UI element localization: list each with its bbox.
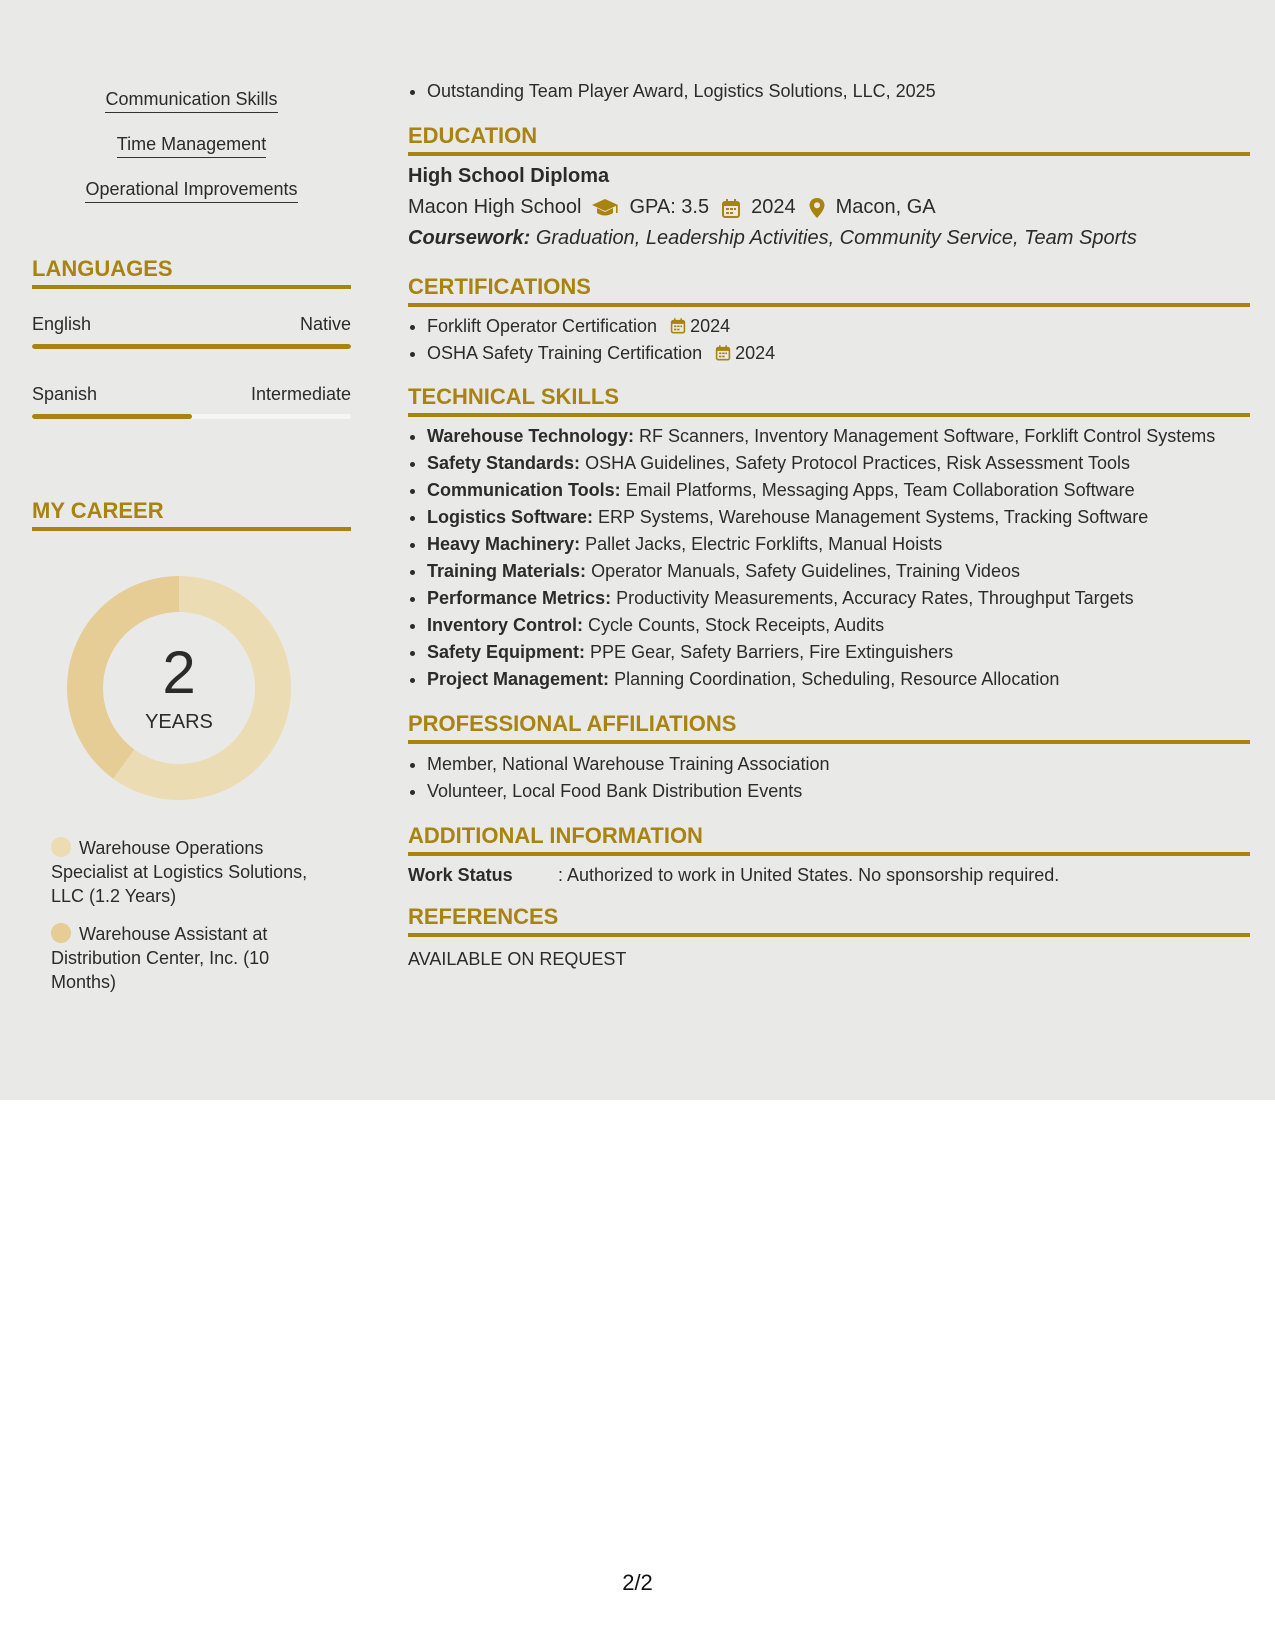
- technical-skills-list: [408, 423, 1215, 693]
- certification-year: 2024: [690, 316, 731, 336]
- calendar-icon: [670, 317, 686, 334]
- skill-details: Productivity Measurements, Accuracy Rates, Throughput Targets: [616, 588, 1134, 608]
- career-legend-label: Warehouse Operations Specialist at Logistics Solutions, LLC (1.2 Years): [51, 838, 308, 906]
- skill-category: Heavy Machinery:: [427, 534, 581, 554]
- language-proficiency-bar: [32, 344, 351, 349]
- certifications-heading: CERTIFICATIONS: [408, 274, 1250, 307]
- skill-category: Training Materials:: [427, 561, 587, 581]
- work-status-value: : Authorized to work in United States. No sponsorship required.: [558, 865, 1060, 885]
- affiliation-item: • Volunteer, Local Food Bank Distribution Events: [427, 778, 830, 805]
- education-coursework: [408, 227, 1137, 250]
- skill-details: ERP Systems, Warehouse Management Systems, Tracking Software: [598, 507, 1149, 527]
- skill-category: Logistics Software:: [427, 507, 594, 527]
- language-proficiency-fill: [32, 344, 351, 349]
- certification-item: [427, 340, 775, 367]
- skill-category: Inventory Control:: [427, 615, 583, 635]
- coursework-label: Coursework:: [408, 227, 531, 249]
- certification-year: 2024: [735, 343, 776, 363]
- language-row: [32, 384, 351, 405]
- legend-dot: [51, 837, 71, 857]
- education-details: [408, 196, 936, 219]
- skill-category: Project Management:: [427, 669, 610, 689]
- certification-name: Forklift Operator Certification: [427, 316, 658, 336]
- skill-details: Email Platforms, Messaging Apps, Team Collaboration Software: [625, 480, 1135, 500]
- skill-label: Communication Skills: [105, 88, 277, 113]
- technical-skill-item: [427, 450, 1215, 477]
- skill-link[interactable]: [32, 88, 351, 113]
- technical-skill-item: [427, 639, 1215, 666]
- awards-list: [408, 78, 936, 105]
- skill-link[interactable]: [32, 133, 351, 158]
- education-year: 2024: [751, 196, 796, 218]
- technical-skill-item: [427, 558, 1215, 585]
- affiliations-list: [408, 751, 830, 805]
- technical-skill-item: [427, 423, 1215, 450]
- language-name: Spanish: [32, 384, 98, 404]
- language-proficiency-bar: [32, 414, 351, 419]
- education-heading: EDUCATION: [408, 123, 1250, 156]
- page-number: 2/2: [622, 1570, 653, 1595]
- language-level: Intermediate: [250, 384, 351, 404]
- location-pin-icon: [808, 197, 826, 219]
- skill-details: OSHA Guidelines, Safety Protocol Practices, Risk Assessment Tools: [585, 453, 1130, 473]
- work-status-row: [408, 865, 1059, 886]
- calendar-icon: [721, 198, 741, 218]
- education-degree: High School Diploma: [408, 165, 610, 187]
- career-legend-label: Warehouse Assistant at Distribution Center, Inc. (10 Months): [51, 924, 270, 992]
- education-school: Macon High School: [408, 196, 582, 218]
- career-heading: MY CAREER: [32, 498, 351, 531]
- skill-details: RF Scanners, Inventory Management Software, Forklift Control Systems: [639, 426, 1216, 446]
- affiliation-item: • Member, National Warehouse Training Association: [427, 751, 830, 778]
- skill-details: Operator Manuals, Safety Guidelines, Training Videos: [591, 561, 1020, 581]
- career-legend-item: [51, 836, 331, 908]
- education-gpa: GPA: 3.5: [629, 196, 710, 218]
- calendar-icon: [715, 344, 731, 361]
- skill-link[interactable]: [32, 178, 351, 203]
- language-name: English: [32, 314, 92, 334]
- skill-details: PPE Gear, Safety Barriers, Fire Extinguishers: [590, 642, 954, 662]
- technical-skill-item: [427, 477, 1215, 504]
- language-proficiency-fill: [32, 414, 192, 419]
- certifications-list: [408, 313, 775, 367]
- references-heading: REFERENCES: [408, 904, 1250, 937]
- language-level: Native: [299, 314, 351, 334]
- technical-skill-item: [427, 666, 1215, 693]
- work-status-label: Work Status: [408, 865, 513, 885]
- technical-skill-item: [427, 504, 1215, 531]
- career-donut-chart: [59, 568, 299, 808]
- skill-label: Time Management: [117, 133, 266, 158]
- award-item: • Outstanding Team Player Award, Logistics Solutions, LLC, 2025: [427, 78, 936, 105]
- career-total-value: 2: [162, 639, 196, 706]
- skill-details: Planning Coordination, Scheduling, Resource Allocation: [614, 669, 1060, 689]
- career-total-unit: YEARS: [145, 711, 213, 733]
- career-legend-item: [51, 922, 331, 994]
- skill-category: Performance Metrics:: [427, 588, 612, 608]
- language-row: [32, 314, 351, 335]
- skill-category: Safety Equipment:: [427, 642, 586, 662]
- additional-info-heading: ADDITIONAL INFORMATION: [408, 823, 1250, 856]
- skill-category: Communication Tools:: [427, 480, 621, 500]
- technical-skill-item: [427, 585, 1215, 612]
- references-text: AVAILABLE ON REQUEST: [408, 949, 627, 969]
- skill-details: Pallet Jacks, Electric Forklifts, Manual Hoists: [585, 534, 943, 554]
- legend-dot: [51, 923, 71, 943]
- coursework-text: Graduation, Leadership Activities, Community Service, Team Sports: [535, 227, 1137, 249]
- technical-skills-heading: TECHNICAL SKILLS: [408, 384, 1250, 417]
- certification-name: OSHA Safety Training Certification: [427, 343, 703, 363]
- technical-skill-item: [427, 612, 1215, 639]
- skill-details: Cycle Counts, Stock Receipts, Audits: [588, 615, 885, 635]
- affiliations-heading: PROFESSIONAL AFFILIATIONS: [408, 711, 1250, 744]
- graduation-cap-icon: [591, 198, 619, 218]
- skill-category: Warehouse Technology:: [427, 426, 635, 446]
- certification-item: [427, 313, 775, 340]
- skill-category: Safety Standards:: [427, 453, 581, 473]
- education-location: Macon, GA: [835, 196, 936, 218]
- skill-label: Operational Improvements: [85, 178, 297, 203]
- languages-heading: LANGUAGES: [32, 256, 351, 289]
- technical-skill-item: [427, 531, 1215, 558]
